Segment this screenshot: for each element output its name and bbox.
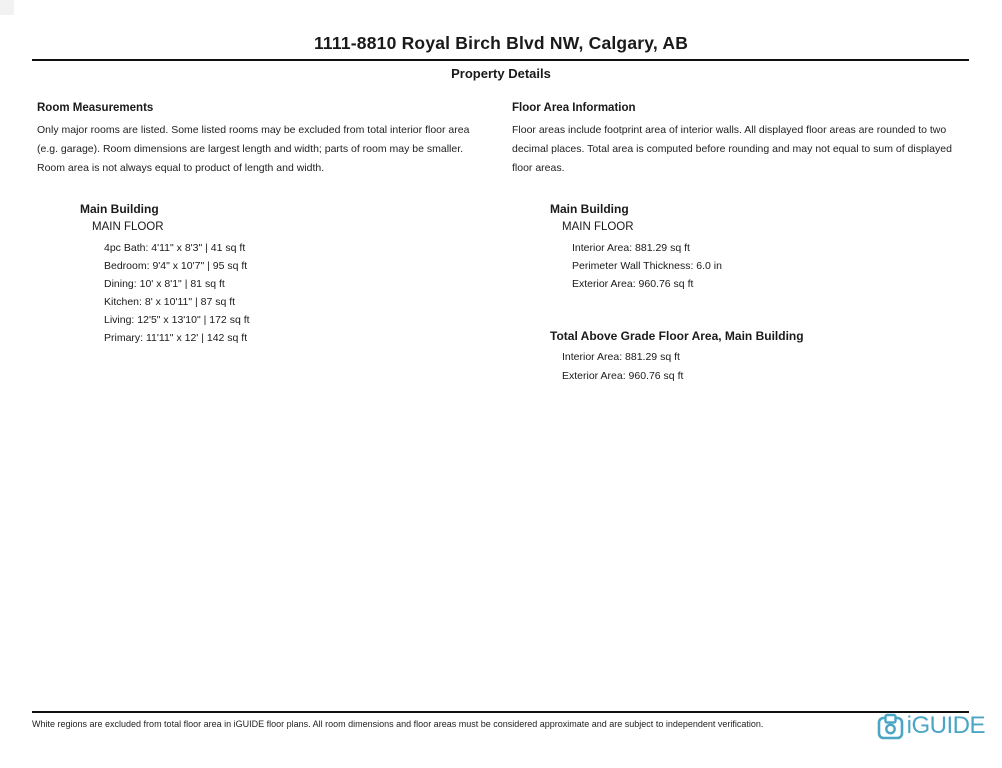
- floor-area-section: [512, 102, 970, 385]
- title-divider: [32, 59, 969, 61]
- page-subtitle: Property Details: [451, 66, 551, 81]
- room-measurements-description: Only major rooms are listed. Some listed rooms may be excluded from total interior floor area (e.g. garage). Room dimensions are largest length and width; parts of room may be smaller. Room area is not always equal to product of length and width.: [37, 124, 470, 174]
- floor-area-building-block: [512, 202, 970, 293]
- floor-area-heading: Floor Area Information: [512, 102, 636, 114]
- room-list-item: 4pc Bath: 4'11" x 8'3" | 41 sq ft: [104, 242, 246, 254]
- building-name: Main Building: [550, 202, 629, 216]
- room-measurements-section: [37, 102, 489, 347]
- room-list-item: Bedroom: 9'4" x 10'7" | 95 sq ft: [104, 260, 248, 272]
- total-detail-item: Exterior Area: 960.76 sq ft: [562, 369, 684, 382]
- room-list-item: Kitchen: 8' x 10'11" | 87 sq ft: [104, 296, 236, 308]
- floor-area-detail-item: Perimeter Wall Thickness: 6.0 in: [572, 260, 722, 272]
- page-title: 1111-8810 Royal Birch Blvd NW, Calgary, AB: [313, 33, 689, 53]
- room-list-item: Living: 12'5" x 13'10" | 172 sq ft: [104, 314, 250, 326]
- iguide-camera-icon: [877, 713, 904, 740]
- total-detail-item: Interior Area: 881.29 sq ft: [562, 351, 680, 363]
- floor-name: MAIN FLOOR: [562, 221, 634, 233]
- iguide-logo-text: iGUIDE: [906, 712, 985, 739]
- floor-name: MAIN FLOOR: [92, 221, 164, 233]
- page-edge-artifact: [0, 0, 14, 15]
- room-list-item: Dining: 10' x 8'1" | 81 sq ft: [104, 278, 225, 290]
- floor-area-detail-item: Exterior Area: 960.76 sq ft: [572, 278, 694, 290]
- iguide-logo: [877, 712, 985, 740]
- floor-area-detail-list: [572, 239, 970, 293]
- floor-area-detail-item: Interior Area: 881.29 sq ft: [572, 242, 690, 254]
- total-above-grade-heading: Total Above Grade Floor Area, Main Building: [550, 329, 804, 343]
- footer-divider: [32, 711, 969, 713]
- room-list-item: Primary: 11'11" x 12' | 142 sq ft: [104, 332, 248, 344]
- room-list: [104, 239, 489, 347]
- room-measurements-heading: Room Measurements: [37, 102, 154, 114]
- footer-disclaimer: White regions are excluded from total floor area in iGUIDE floor plans. All room dimensions and floor areas must be considered approximate and are subject to independent verification.: [32, 719, 764, 729]
- total-above-grade-block: [512, 329, 970, 385]
- total-detail-list: [562, 348, 970, 385]
- floor-area-description: Floor areas include footprint area of interior walls. All displayed floor areas are rounded to two decimal places. Total area is computed before rounding and may not equal to sum of displayed floor areas.: [512, 124, 952, 174]
- room-measurements-building-block: [37, 202, 489, 347]
- building-name: Main Building: [80, 202, 159, 216]
